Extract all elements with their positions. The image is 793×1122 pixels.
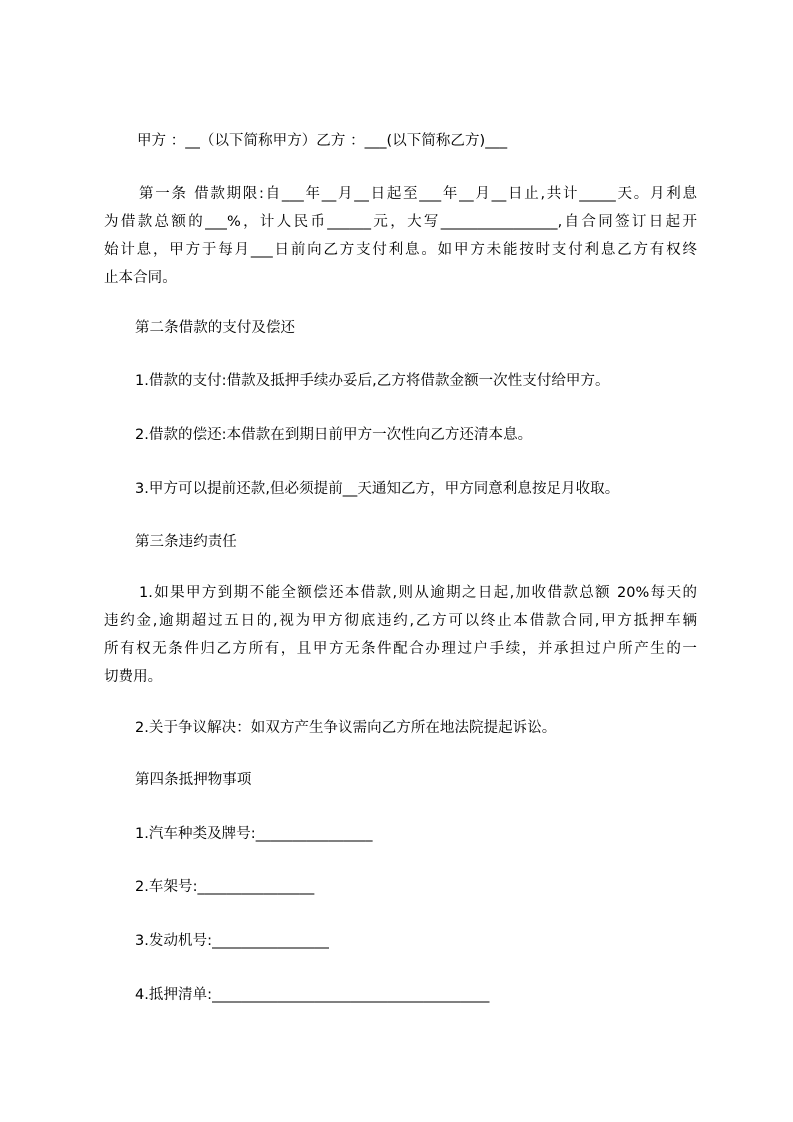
- article3-item1-line-1: 1.如果甲方到期不能全额偿还本借款,则从逾期之日起,加收借款总额 20%每天的: [139, 585, 697, 601]
- article4-item-4: 4.抵押清单:______________________________________: [135, 987, 490, 1003]
- article1-line-2: 为借款总额的___%，计人民币______元，大写________________,自合同签订日起开: [104, 214, 697, 230]
- article2-item-1: 1.借款的支付:借款及抵押手续办妥后,乙方将借款金额一次性支付给甲方。: [135, 373, 610, 389]
- article3-item-2: 2.关于争议解决：如双方产生争议需向乙方所在地法院提起诉讼。: [135, 720, 557, 736]
- article4-title: 第四条抵押物事项: [135, 772, 252, 788]
- article1-line-4: 止本合同。: [104, 270, 177, 286]
- article2-item-3: 3.甲方可以提前还款,但必须提前__天通知乙方，甲方同意利息按足月收取。: [135, 481, 620, 497]
- article3-title: 第三条违约责任: [135, 534, 237, 550]
- article2-item-2: 2.借款的偿还:本借款在到期日前甲方一次性向乙方还清本息。: [135, 427, 533, 443]
- article4-item-3: 3.发动机号:________________: [135, 933, 329, 949]
- article3-item1-line-3: 所有权无条件归乙方所有，且甲方无条件配合办理过户手续，并承担过户所产生的一: [104, 641, 697, 657]
- article1-line-1: 第一条 借款期限:自___年__月__日起至___年__月__日止,共计_____天。月利息: [139, 186, 697, 202]
- article4-item-2: 2.车架号:________________: [135, 879, 315, 895]
- article2-title: 第二条借款的支付及偿还: [135, 320, 296, 336]
- article4-item-1: 1.汽车种类及牌号:________________: [135, 826, 373, 842]
- article3-item1-line-2: 违约金,逾期超过五日的,视为甲方彻底违约,乙方可以终止本借款合同,甲方抵押车辆: [104, 613, 697, 629]
- parties-line: 甲方 ：__（以下简称甲方）乙方 ：___(以下简称乙方)___: [137, 133, 508, 149]
- article1-line-3: 始计息，甲方于每月___日前向乙方支付利息。如甲方未能按时支付利息乙方有权终: [104, 242, 697, 258]
- article3-item1-line-4: 切费用。: [104, 669, 163, 685]
